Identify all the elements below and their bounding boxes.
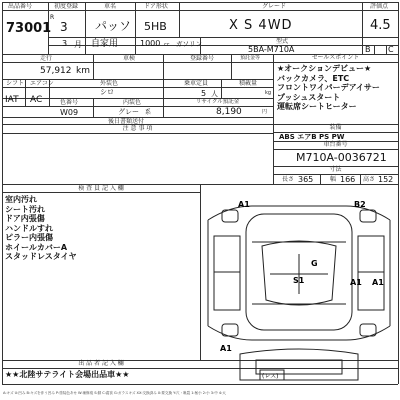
load-unit: kg [265, 90, 272, 96]
interior-color: グレー [118, 108, 139, 116]
seats-label: 乗車定員 [184, 80, 209, 87]
exhibitor-notes-label: 出 品 者 記 入 欄 [78, 360, 124, 367]
inspector-notes-label: 検 査 員 記 入 欄 [78, 185, 124, 192]
mileage: 57,912 [40, 66, 72, 76]
table-border [163, 79, 164, 117]
inspection-label: 車検 [123, 55, 136, 62]
table-border [135, 2, 136, 54]
color-label: 外装色 [100, 80, 119, 87]
era-mark: R [50, 14, 55, 21]
rear-documents-label: 後日書類送付 [108, 117, 145, 125]
displacement: 1000 [140, 39, 161, 48]
registration-year: 3 [60, 20, 68, 34]
table-border [360, 174, 361, 184]
recycle-deposit-label: 預託金等 [240, 55, 261, 61]
table-border [2, 133, 273, 134]
seats-unit: 人 [211, 90, 218, 98]
shift-type: IAT [5, 95, 19, 105]
exhibitor-note: ★★北陸サテライト会場出品車★★ [5, 370, 130, 379]
grade: X S 4WD [229, 18, 293, 33]
mileage-label: 走行 [40, 55, 53, 62]
load-label: 積載量 [239, 80, 258, 87]
table-border [179, 2, 180, 37]
color-code: W09 [60, 108, 79, 117]
damage-mark: A1 [238, 200, 250, 209]
registration-number-label: 登録番号 [190, 55, 215, 62]
chassis-number: M710A-0036721 [296, 151, 387, 164]
door-label: ドア形状 [144, 2, 168, 10]
table-border [48, 37, 398, 38]
damage-legend: A:キズ U:凹み B:キズを伴う凹み P:塗装色あせ W:補修痕 S:錆 C:腐食 G:ガラスキズ XX:交換済み X:要交換 Y:穴・亀裂 1:極小 2:小 3:中 4:大 [3, 391, 226, 395]
list-item: ピラー内張傷 [5, 233, 53, 242]
table-border [2, 87, 273, 88]
table-border [85, 2, 86, 54]
selling-points-list [277, 64, 380, 112]
table-border [2, 62, 273, 63]
door-type: 5HB [144, 20, 167, 33]
grade-label: グレード [262, 2, 287, 10]
list-item: 運転席シートヒーター [277, 102, 357, 111]
overall-score: 4.5 [370, 18, 391, 33]
table-border [93, 54, 94, 79]
model-type: 5BA-M710A [248, 45, 295, 54]
list-item: 室内汚れ [5, 195, 37, 204]
shift-label: シフト [6, 80, 25, 87]
damage-mark: S1 [293, 276, 305, 285]
first-registration-label: 初度登録 [54, 2, 79, 10]
notes-label: 注 意 事 項 [122, 125, 153, 132]
recycle-fee-label: リサイクル預託金 [196, 99, 240, 105]
height: 152 [378, 175, 394, 184]
table-border [374, 45, 375, 54]
ac-type: AC [30, 95, 43, 105]
list-item: ホイールカバーA [5, 242, 68, 252]
recycle-fee-unit: 円 [262, 109, 268, 115]
exterior-score: C [388, 45, 394, 54]
table-border [231, 54, 232, 79]
table-border [362, 2, 363, 54]
width-label: 幅 [330, 176, 337, 183]
interior-score: B [365, 45, 371, 54]
equipment-value: ABS エアB PS PW [279, 133, 345, 141]
table-border [2, 10, 398, 11]
chassis-label: 車台番号 [323, 141, 348, 148]
seats: 5 [201, 89, 207, 98]
length: 365 [298, 175, 314, 184]
table-border [398, 2, 399, 384]
car-damage-diagram [200, 184, 398, 384]
model-type-label: 型式 [276, 37, 289, 45]
table-border [221, 79, 222, 98]
table-border [163, 54, 164, 79]
table-border [273, 149, 398, 150]
damage-mark: A1 [350, 278, 362, 287]
interior-color-label: 内装色 [123, 99, 142, 106]
damage-mark: B2 [354, 200, 366, 209]
displacement-unit: cc [164, 42, 170, 48]
color-code-label: 色番号 [60, 99, 79, 106]
list-item: プッシュスタート [277, 92, 341, 102]
mileage-unit: km [76, 66, 90, 76]
ac-label: エアコン [30, 80, 54, 87]
table-border [273, 62, 398, 63]
registration-month: 3 [62, 39, 68, 48]
table-border [93, 98, 94, 117]
lot-number: 73001 [6, 21, 52, 36]
list-item: シート汚れ [5, 204, 45, 214]
table-border [320, 174, 321, 184]
interior-color-suffix: 系 [145, 109, 152, 116]
selling-points-label: セールスポイント [311, 54, 360, 61]
exterior-color: シロ [100, 88, 114, 96]
fuel-type: ガソリン [176, 40, 202, 48]
car-name-label: 車名 [104, 2, 117, 10]
dimensions-label: 寸法 [329, 166, 342, 173]
damage-mark: A1 [372, 278, 384, 287]
list-item: バックカメラ、ETC [277, 73, 350, 83]
list-item: スタッドレスタイヤ [5, 252, 77, 261]
width: 166 [340, 175, 356, 184]
table-border [273, 54, 274, 184]
list-item: ドア内張傷 [5, 214, 45, 223]
list-item: フロントワイパーデアイサー [277, 83, 380, 92]
score-label: 評価点 [370, 2, 389, 10]
lot-label: 出品番号 [8, 2, 33, 10]
damage-mark: A1 [220, 344, 232, 353]
usage-type: 自家用 [91, 39, 119, 49]
table-border [2, 384, 398, 385]
equipment-label: 装備 [329, 124, 342, 131]
month-unit: 月 [74, 40, 82, 49]
inspector-notes-list [5, 195, 77, 262]
table-border [2, 2, 3, 384]
recycle-fee: 8,190 [216, 107, 242, 117]
table-border [386, 45, 387, 54]
car-name: パッソ [95, 19, 132, 33]
list-item: ★オークションデビュー★ [277, 64, 372, 73]
damage-mark: G [311, 259, 318, 268]
list-item: ハンドルすれ [5, 223, 53, 233]
height-label: 高さ [363, 176, 376, 183]
length-label: 長さ [282, 176, 295, 183]
spare-tire-label: (レス) [262, 373, 279, 380]
table-border [25, 79, 26, 106]
